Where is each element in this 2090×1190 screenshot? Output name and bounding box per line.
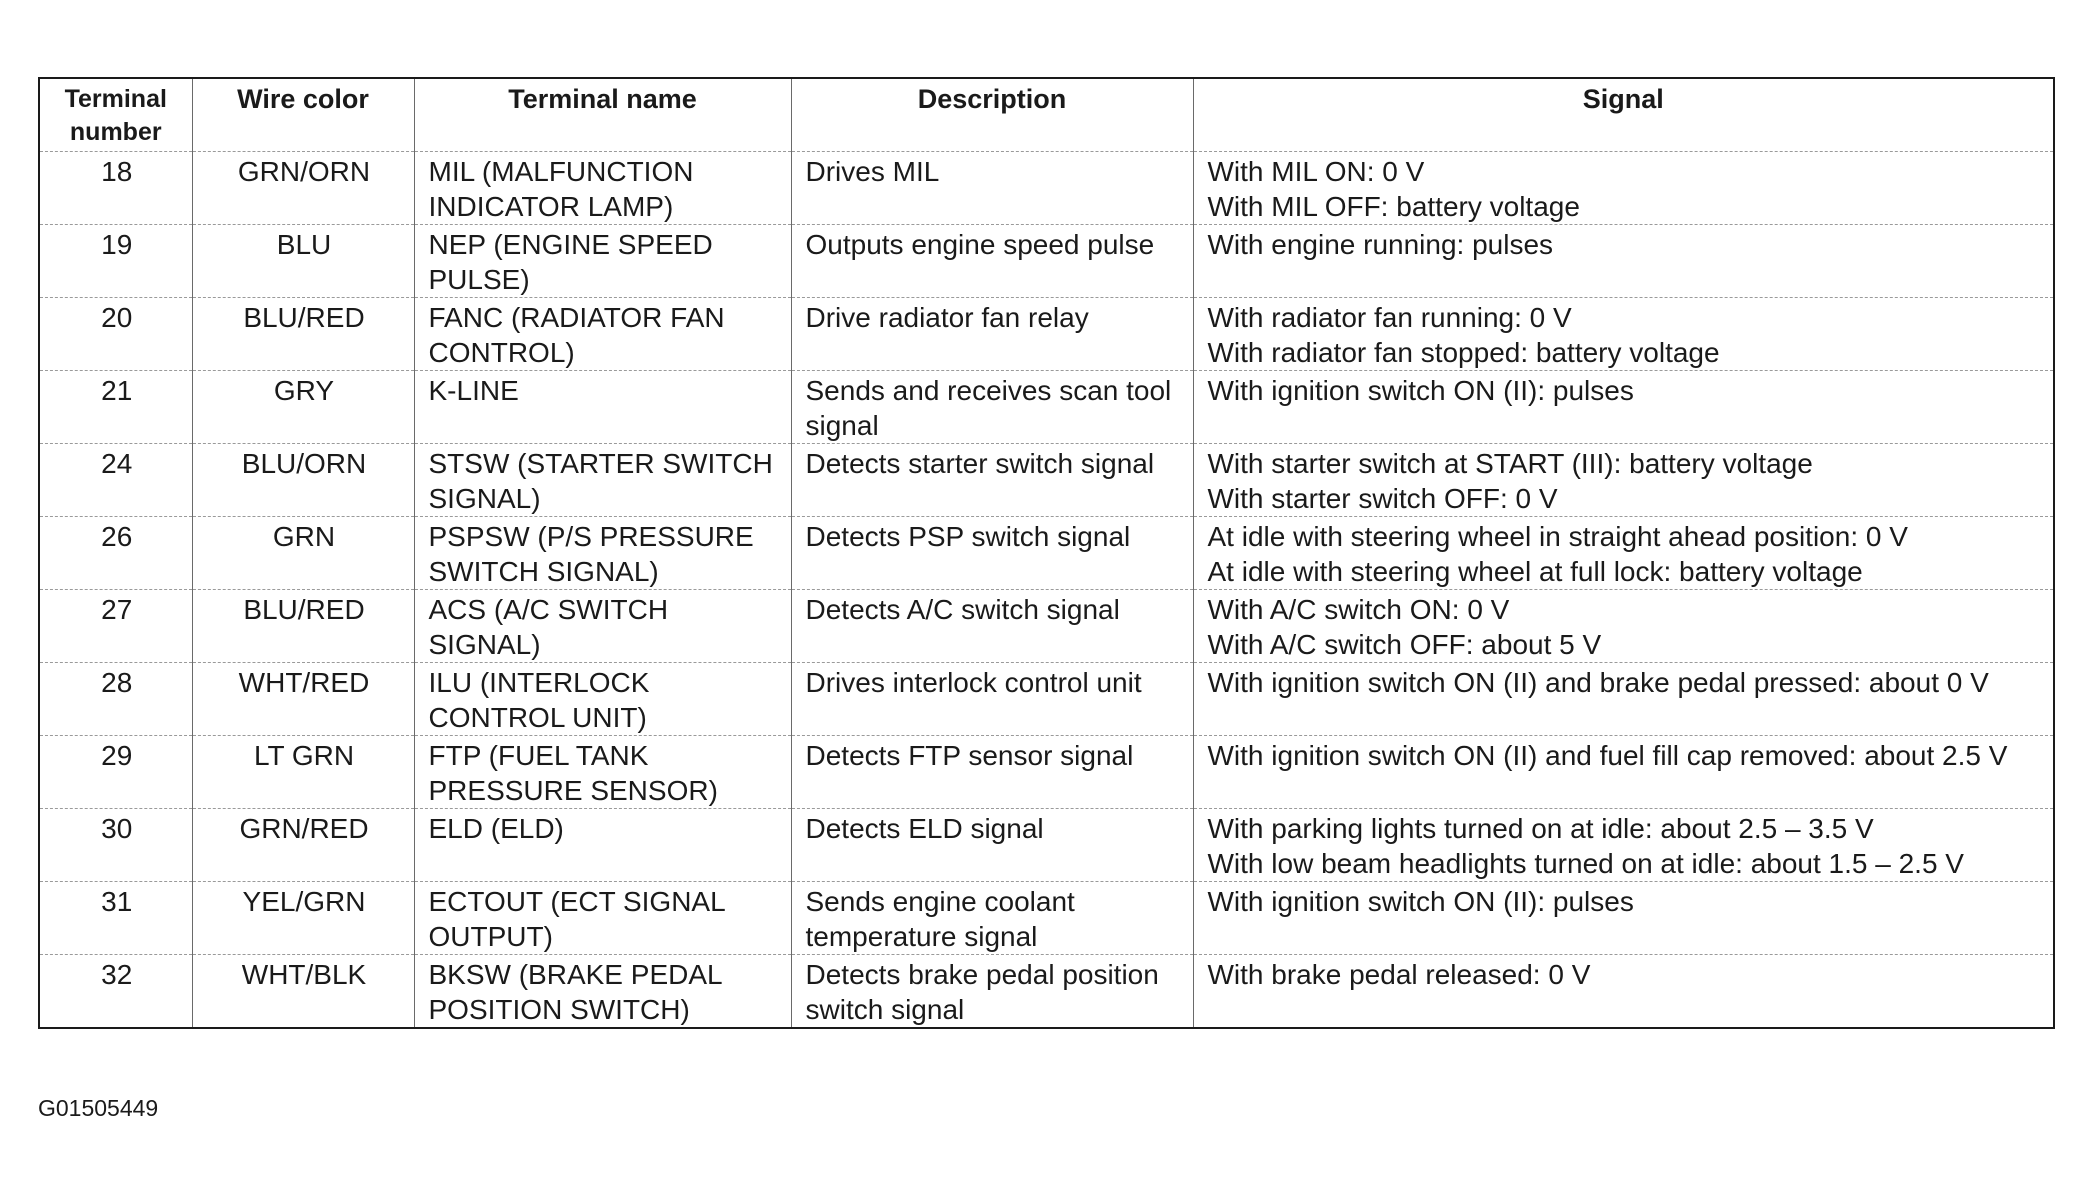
signal-line: With starter switch OFF: 0 V	[1207, 483, 1558, 514]
terminal-number-cell: 29	[39, 736, 192, 809]
terminal-name-cell: ELD (ELD)	[414, 809, 791, 882]
signal-cell	[1193, 298, 2054, 371]
signal-line: With A/C switch OFF: about 5 V	[1207, 629, 1602, 660]
terminal-number-cell: 31	[39, 882, 192, 955]
table-row	[39, 298, 2054, 371]
table-body	[39, 152, 2054, 1029]
signal-line: With engine running: pulses	[1207, 229, 1554, 260]
header-terminal-number: Terminal number	[64, 85, 167, 146]
signal-line: With ignition switch ON (II): pulses	[1207, 886, 1634, 917]
signal-cell	[1193, 882, 2054, 955]
description-cell: Outputs engine speed pulse	[791, 225, 1193, 298]
signal-cell	[1193, 736, 2054, 809]
table-row	[39, 736, 2054, 809]
signal-cell	[1193, 225, 2054, 298]
signal-line: With starter switch at START (III): battery voltage	[1207, 448, 1813, 479]
terminal-name-cell: FANC (RADIATOR FAN CONTROL)	[414, 298, 791, 371]
terminal-name-cell: MIL (MALFUNCTION INDICATOR LAMP)	[414, 152, 791, 225]
description-cell: Drives MIL	[791, 152, 1193, 225]
signal-line: With ignition switch ON (II) and fuel fill cap removed: about 2.5 V	[1207, 740, 2008, 771]
header-wire-color: Wire color	[192, 78, 414, 152]
terminal-number-cell: 18	[39, 152, 192, 225]
wire-color-cell: GRN/ORN	[192, 152, 414, 225]
wire-color-cell: GRY	[192, 371, 414, 444]
wire-color-cell: GRN/RED	[192, 809, 414, 882]
wire-color-cell: BLU/RED	[192, 590, 414, 663]
table-row	[39, 444, 2054, 517]
terminal-name-cell: K-LINE	[414, 371, 791, 444]
description-cell: Detects FTP sensor signal	[791, 736, 1193, 809]
signal-line: With A/C switch ON: 0 V	[1207, 594, 1510, 625]
wire-color-cell: BLU/ORN	[192, 444, 414, 517]
table-row	[39, 152, 2054, 225]
signal-cell	[1193, 371, 2054, 444]
signal-line: With ignition switch ON (II) and brake pedal pressed: about 0 V	[1207, 667, 1989, 698]
terminal-name-cell: ILU (INTERLOCK CONTROL UNIT)	[414, 663, 791, 736]
signal-line: With ignition switch ON (II): pulses	[1207, 375, 1634, 406]
terminal-number-cell: 19	[39, 225, 192, 298]
signal-line: With brake pedal released: 0 V	[1207, 959, 1591, 990]
wire-color-cell: BLU	[192, 225, 414, 298]
table-row	[39, 371, 2054, 444]
terminal-name-cell: PSPSW (P/S PRESSURE SWITCH SIGNAL)	[414, 517, 791, 590]
signal-line: With parking lights turned on at idle: about 2.5 – 3.5 V	[1207, 813, 1874, 844]
table-row	[39, 809, 2054, 882]
table-header-row	[39, 78, 2054, 152]
figure-id: G01505449	[38, 1095, 159, 1121]
description-cell: Drive radiator fan relay	[791, 298, 1193, 371]
signal-cell	[1193, 444, 2054, 517]
description-cell: Sends and receives scan tool signal	[791, 371, 1193, 444]
wire-color-cell: GRN	[192, 517, 414, 590]
terminal-name-cell: BKSW (BRAKE PEDAL POSITION SWITCH)	[414, 955, 791, 1029]
signal-cell	[1193, 590, 2054, 663]
terminal-number-cell: 27	[39, 590, 192, 663]
description-cell: Detects ELD signal	[791, 809, 1193, 882]
description-cell: Detects PSP switch signal	[791, 517, 1193, 590]
terminal-number-cell: 30	[39, 809, 192, 882]
header-signal: Signal	[1193, 78, 2054, 152]
signal-line: At idle with steering wheel at full lock: battery voltage	[1207, 556, 1863, 587]
terminal-number-cell: 32	[39, 955, 192, 1029]
signal-line: With radiator fan stopped: battery voltage	[1207, 337, 1720, 368]
wire-color-cell: YEL/GRN	[192, 882, 414, 955]
signal-line: With MIL ON: 0 V	[1207, 156, 1425, 187]
wire-color-cell: WHT/BLK	[192, 955, 414, 1029]
description-cell: Sends engine coolant temperature signal	[791, 882, 1193, 955]
wire-color-cell: WHT/RED	[192, 663, 414, 736]
signal-cell	[1193, 517, 2054, 590]
description-cell: Detects brake pedal position switch signal	[791, 955, 1193, 1029]
table-row	[39, 517, 2054, 590]
table-row	[39, 882, 2054, 955]
signal-cell	[1193, 152, 2054, 225]
terminal-name-cell: ACS (A/C SWITCH SIGNAL)	[414, 590, 791, 663]
header-terminal-name: Terminal name	[414, 78, 791, 152]
wire-color-cell: BLU/RED	[192, 298, 414, 371]
terminal-number-cell: 24	[39, 444, 192, 517]
terminal-name-cell: FTP (FUEL TANK PRESSURE SENSOR)	[414, 736, 791, 809]
table-row	[39, 955, 2054, 1029]
terminal-number-cell: 28	[39, 663, 192, 736]
terminal-name-cell: ECTOUT (ECT SIGNAL OUTPUT)	[414, 882, 791, 955]
signal-cell	[1193, 955, 2054, 1029]
signal-line: With low beam headlights turned on at idle: about 1.5 – 2.5 V	[1207, 848, 1964, 879]
signal-cell	[1193, 663, 2054, 736]
signal-line: With radiator fan running: 0 V	[1207, 302, 1572, 333]
description-cell: Detects starter switch signal	[791, 444, 1193, 517]
signal-line: With MIL OFF: battery voltage	[1207, 191, 1580, 222]
signal-cell	[1193, 809, 2054, 882]
terminal-name-cell: STSW (STARTER SWITCH SIGNAL)	[414, 444, 791, 517]
wire-color-cell: LT GRN	[192, 736, 414, 809]
terminal-number-cell: 20	[39, 298, 192, 371]
description-cell: Detects A/C switch signal	[791, 590, 1193, 663]
terminal-name-cell: NEP (ENGINE SPEED PULSE)	[414, 225, 791, 298]
terminal-signal-table	[38, 77, 2055, 1029]
table-row	[39, 590, 2054, 663]
header-description: Description	[791, 78, 1193, 152]
table-row	[39, 225, 2054, 298]
signal-line: At idle with steering wheel in straight ahead position: 0 V	[1207, 521, 1908, 552]
terminal-number-cell: 26	[39, 517, 192, 590]
description-cell: Drives interlock control unit	[791, 663, 1193, 736]
table-row	[39, 663, 2054, 736]
terminal-number-cell: 21	[39, 371, 192, 444]
